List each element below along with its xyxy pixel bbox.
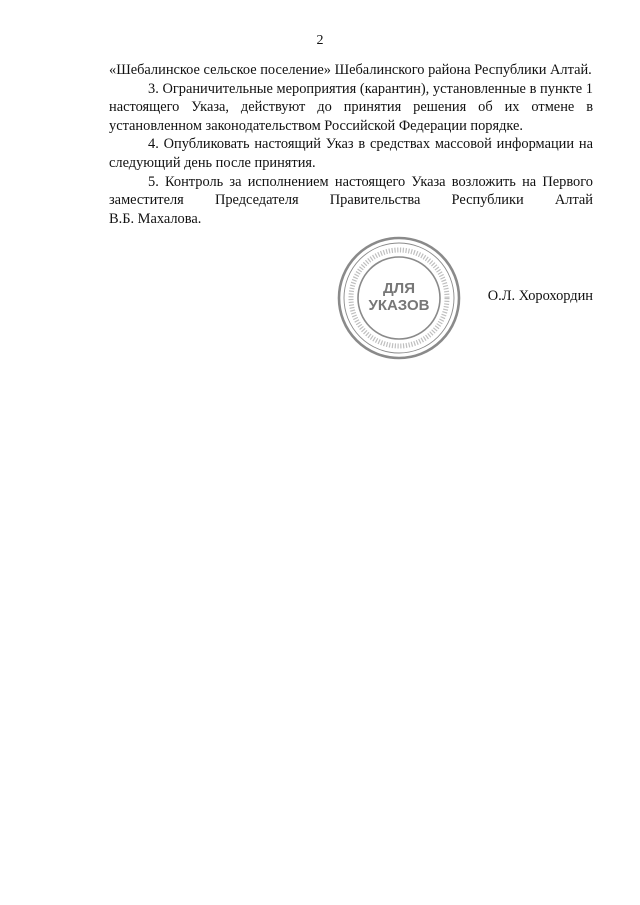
paragraph-4-line-3: В.Б. Махалова. xyxy=(109,210,202,227)
paragraph-4 xyxy=(109,173,593,229)
signer-name: О.Л. Хорохордин xyxy=(487,288,593,304)
document-body xyxy=(109,61,593,228)
stamp-text-line-2: УКАЗОВ xyxy=(368,297,430,314)
paragraph-3: 4. Опубликовать настоящий Указ в средствах массовой информации на следующий день после принятия. xyxy=(109,136,593,171)
stamp-text-line-1: ДЛЯ xyxy=(383,280,415,297)
paragraph-4-line-2: заместителя Председателя Правительства Республики Алтай xyxy=(109,192,593,209)
paragraph-1: «Шебалинское сельское поселение» Шебалинского района Республики Алтай. xyxy=(109,62,592,78)
paragraph-2: 3. Ограничительные мероприятия (карантин), установленные в пункте 1 настоящего Указа, действуют до принятия решения об их отмене в установленном законодательством Российской Федерации порядке. xyxy=(109,80,593,134)
page-number: 2 xyxy=(316,33,324,48)
paragraph-4-line-1: 5. Контроль за исполнением настоящего Указа возложить на Первого xyxy=(148,173,593,190)
official-stamp xyxy=(337,236,461,360)
